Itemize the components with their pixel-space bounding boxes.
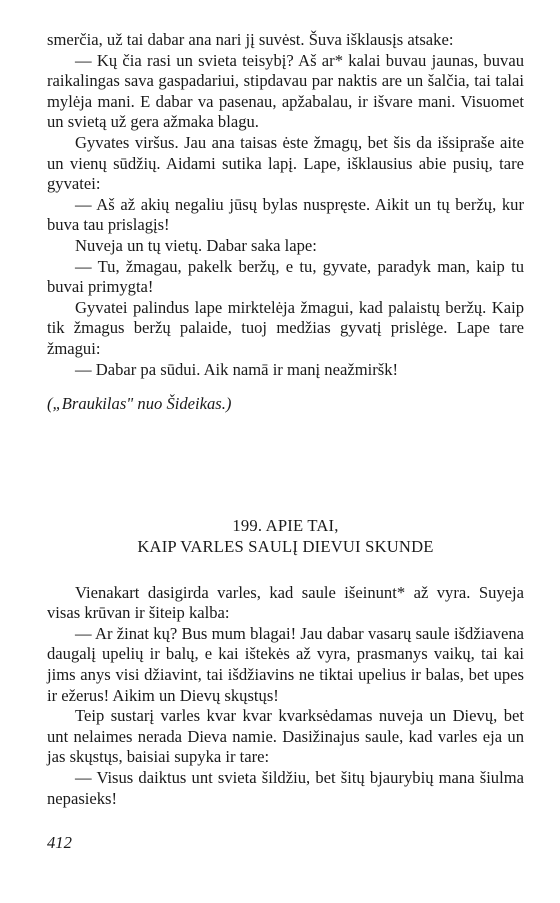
paragraph: Gyvatei palindus lape mirktelėja žmagui, kad palaistų beržų. Kaip tik žmagus beržų palaide, tuoj medžias gyvatį prislėge. Lape tare žmagui: <box>47 297 524 358</box>
paragraph: smerčia, už tai dabar ana nari jį suvėst. Šuva išklausįs atsake: <box>47 30 454 49</box>
page-number: 412 <box>47 833 72 852</box>
paragraph: Nuveja un tų vietų. Dabar saka lape: <box>75 235 317 255</box>
source-note: („Braukilas" nuo Šideikas.) <box>47 394 232 414</box>
paragraph: — Tu, žmagau, pakelk beržų, e tu, gyvate, paradyk man, kaip tu buvai primygta! <box>47 256 524 297</box>
spacer <box>47 557 524 583</box>
paragraph: Teip sustarį varles kvar kvar kvarksėdamas nuveja un Dievų, bet unt nelaimes nerada Dieva namie. Dasižinajus saule, kad varles eja un jas skųstųs, baisiai supyka ir tare: <box>47 706 524 767</box>
section-heading <box>47 515 524 557</box>
book-page <box>47 30 524 809</box>
paragraph: Gyvates viršus. Jau ana taisas ėste žmagų, bet šis da išsipraše aite un vienų sūdžių. Aidami sutika lapį. Lape, išklausius abie pusių, tare gyvatei: <box>47 132 524 194</box>
paragraph: — Aš až akių negaliu jūsų bylas nuspręste. Aikit un tų beržų, kur buva tau prislagįs! <box>47 194 524 235</box>
section-heading-line-2: KAIP VARLES SAULĮ DIEVUI SKUNDE <box>137 536 434 556</box>
paragraph: Vienakart dasigirda varles, kad saule išeinunt* až vyra. Suyeja visas krūvan ir šiteip kalba: <box>47 582 524 623</box>
paragraph: — Dabar pa sūdui. Aik namā ir manį neažmiršk! <box>75 359 399 379</box>
section-heading-line-1: 199. APIE TAI, <box>232 515 339 535</box>
paragraph: — Kų čia rasi un svieta teisybį? Aš ar* kalai buvau jaunas, buvau raikalingas sava gaspadariui, stipdavau par naktis are un šalčia, tai talai mylėja mani. E dabar va pasenau, apžabalau, ir išvare mani. Visuomet un svietą už gera ažmaka blagu. <box>47 50 524 132</box>
paragraph: — Visus daiktus unt svieta šildžiu, bet šitų bjaurybių mana šiulma nepasieks! <box>47 768 524 808</box>
paragraph: — Ar žinat kų? Bus mum blagai! Jau dabar vasarų saule išdžiavena daugalį upelių ir balų, e kai ištekės až vyra, prasmanys vaikų, tai kai jims anys visi džiavint, tai išdžiavins ne tiktai upelius ir balas, bet upes ir ežerus! Aikim un Dievų skųstųs! <box>47 623 524 705</box>
